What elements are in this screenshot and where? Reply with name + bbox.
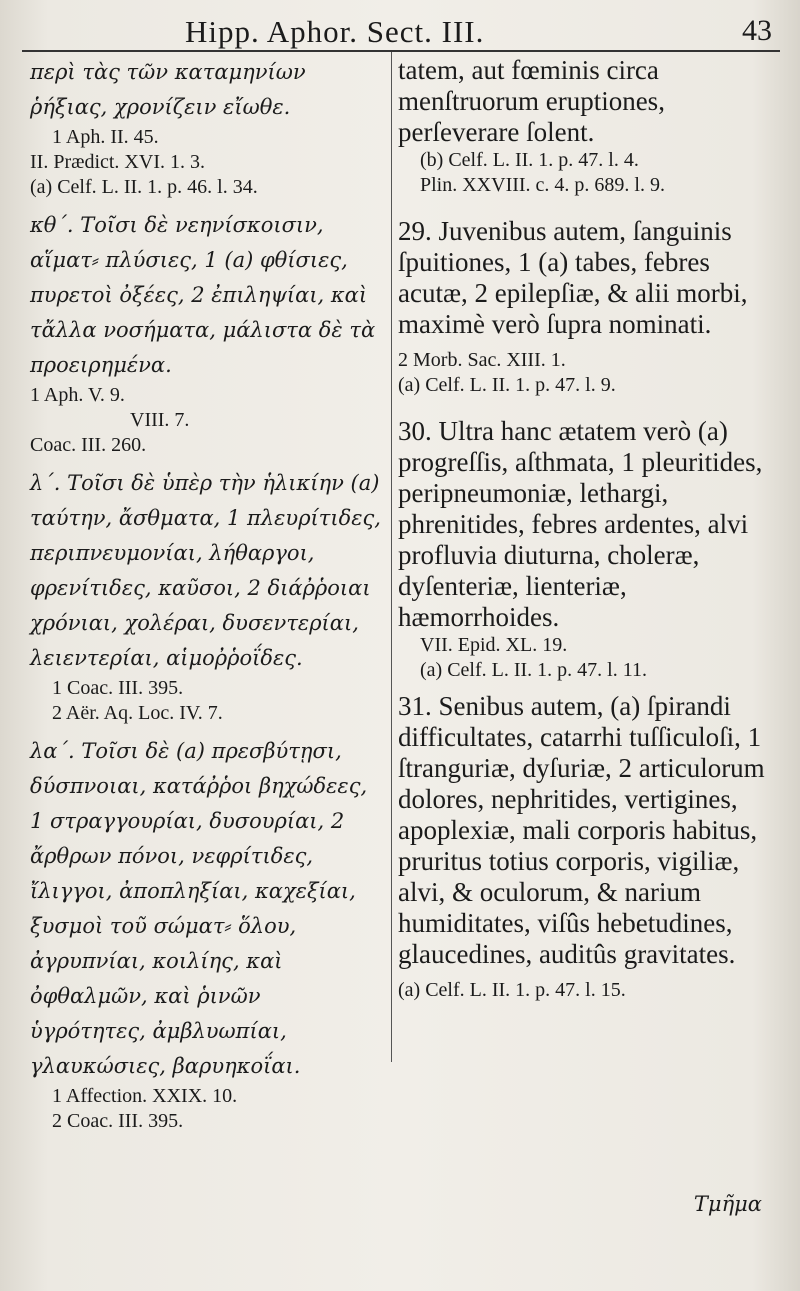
latin-ref: (a) Celf. L. II. 1. p. 47. l. 11. bbox=[420, 659, 647, 681]
latin-ref: (a) Celf. L. II. 1. p. 47. l. 9. bbox=[398, 374, 616, 396]
catchword: Τμῆμα bbox=[693, 1192, 762, 1216]
greek-aphorism-29: κθ΄. Τοῖσι δὲ νεηνίσκοισιν, αἵματ⸗ πλύσιες, 1 (a) φθίσιες, πυρετοὶ ὀξέες, 2 ἐπιληψίαι, καὶ τἄλλα νοσήματα, μάλιστα δὲ τὰ προειρημένα. bbox=[30, 213, 376, 377]
latin-ref: 2 Morb. Sac. XIII. 1. bbox=[398, 349, 566, 371]
latin-column bbox=[398, 55, 780, 1003]
latin-ref: Plin. XXVIII. c. 4. p. 689. l. 9. bbox=[420, 174, 665, 196]
column-divider bbox=[391, 52, 392, 1062]
latin-aphorism-31: 31. Senibus autem, (a) ſpirandi difficultates, catarrhi tuſſiculoſi, 1 ſtranguriæ, dyſuriæ, 2 articulorum dolores, nephritides, vertigines, apoplexiæ, mali corporis habitus, pruritus totius corporis, vigiliæ, alvi, & oculorum, & narium humiditates, viſûs hebetudines, glaucedines, auditûs gravitates. bbox=[398, 691, 765, 969]
greek-ref: Coac. III. 260. bbox=[30, 434, 147, 456]
latin-aphorism-29: 29. Juvenibus autem, ſanguinis ſpuitiones, 1 (a) tabes, febres acutæ, 2 epilepſiæ, & alii morbi, maximè verò ſupra nominati. bbox=[398, 216, 748, 339]
greek-ref: 1 Aph. V. 9. bbox=[30, 384, 125, 406]
page-number: 43 bbox=[742, 14, 772, 47]
latin-aphorism-30: 30. Ultra hanc ætatem verò (a) progreſſis, aſthmata, 1 pleuritides, peripneumoniæ, lethargi, phrenitides, febres ardentes, alvi profluvia diuturna, choleræ, dyſenteriæ, lienteriæ, hæmorrhoides. bbox=[398, 416, 763, 632]
greek-ref: 1 Coac. III. 395. bbox=[52, 677, 184, 699]
greek-continuation: περὶ τὰς τῶν καταμηνίων ῥήξιας, χρονίζειν εἴωθε. bbox=[30, 60, 306, 119]
greek-ref: 2 Coac. III. 395. bbox=[52, 1110, 184, 1132]
greek-ref: 2 Aër. Aq. Loc. IV. 7. bbox=[52, 702, 223, 724]
latin-ref: (a) Celf. L. II. 1. p. 47. l. 15. bbox=[398, 979, 626, 1001]
greek-aphorism-31: λα΄. Τοῖσι δὲ (a) πρεσβύτῃσι, δύσπνοιαι, κατάῤῥοι βηχώδεες, 1 στραγγουρίαι, δυσουρίαι, 2 ἄρθρων πόνοι, νεφρίτιδες, ἴλιγγοι, ἀποπληξίαι, καχεξίαι, ξυσμοὶ τοῦ σώματ⸗ ὅλου, ἀγρυπνίαι, κοιλίης, καὶ ὀφθαλμῶν, καὶ ῥινῶν ὑγρότητες, ἀμβλυωπίαι, γλαυκώσιες, βαρυηκοΐαι. bbox=[30, 739, 368, 1078]
greek-aphorism-30: λ΄. Τοῖσι δὲ ὑπὲρ τὴν ἡλικίην (a) ταύτην, ἄσθματα, 1 πλευρίτιδες, περιπνευμονίαι, λήθαργοι, φρενίτιδες, καῦσοι, 2 διάῤῥοιαι χρόνιαι, χολέραι, δυσεντερίαι, λειεντερίαι, αἱμοῤῥοΐδες. bbox=[30, 471, 381, 670]
latin-ref: (b) Celf. L. II. 1. p. 47. l. 4. bbox=[420, 149, 639, 171]
greek-ref: (a) Celf. L. II. 1. p. 46. l. 34. bbox=[30, 176, 258, 198]
greek-ref: 1 Affection. XXIX. 10. bbox=[52, 1085, 238, 1107]
header-rule bbox=[22, 50, 780, 52]
latin-continuation: tatem, aut fœminis circa menſtruorum eruptiones, perſeverare ſolent. bbox=[398, 55, 665, 147]
latin-ref: VII. Epid. XL. 19. bbox=[420, 634, 568, 656]
running-header bbox=[0, 10, 800, 50]
running-title: Hipp. Aphor. Sect. III. bbox=[185, 14, 485, 49]
greek-ref: 1 Aph. II. 45. bbox=[52, 126, 159, 148]
greek-ref: II. Prædict. XVI. 1. 3. bbox=[30, 151, 205, 173]
greek-column bbox=[30, 55, 382, 1134]
greek-ref: VIII. 7. bbox=[130, 409, 190, 431]
